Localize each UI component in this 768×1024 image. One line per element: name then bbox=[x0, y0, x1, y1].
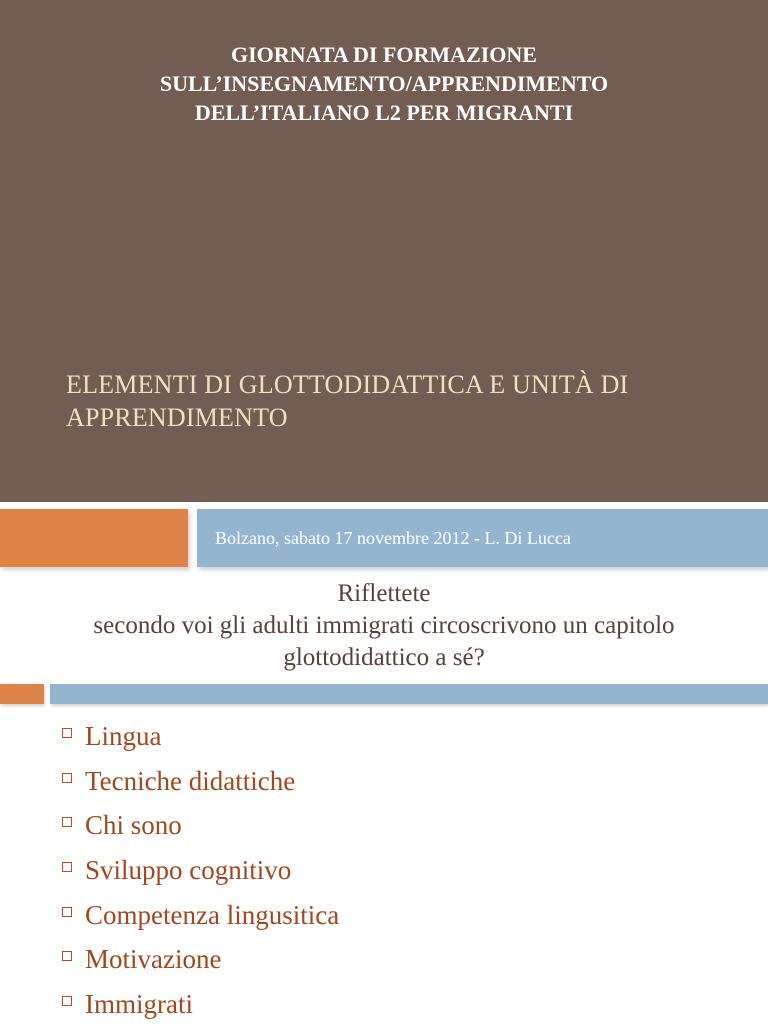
main-title-line: DELL’ITALIANO L2 PER MIGRANTI bbox=[194, 100, 574, 125]
list-item bbox=[62, 984, 339, 1024]
list-item bbox=[62, 805, 339, 850]
square-bullet-icon bbox=[62, 996, 72, 1006]
footer-bar bbox=[197, 509, 768, 567]
main-title bbox=[40, 40, 728, 127]
slide-subtitle: ELEMENTI DI GLOTTODIDATTICA E UNITÀ DI APPRENDIMENTO bbox=[66, 370, 629, 432]
main-title-line: GIORNATA DI FORMAZIONE bbox=[231, 42, 537, 67]
square-bullet-icon bbox=[62, 817, 72, 827]
slide2-header-line: secondo voi gli adulti immigrati circoscrivono un capitolo bbox=[93, 612, 675, 639]
slide2-header bbox=[0, 578, 768, 674]
footer-text: Bolzano, sabato 17 novembre 2012 - L. Di Lucca bbox=[215, 528, 571, 548]
square-bullet-icon bbox=[62, 773, 72, 783]
title-slide-background bbox=[0, 0, 768, 502]
orange-accent-bar bbox=[0, 509, 188, 567]
list-item bbox=[62, 939, 339, 984]
list-item-label: Sviluppo cognitivo bbox=[85, 855, 292, 886]
list-item-label: Motivazione bbox=[85, 944, 222, 975]
square-bullet-icon bbox=[62, 728, 72, 738]
list-item-label: Competenza lingusitica bbox=[85, 899, 340, 930]
list-item bbox=[62, 761, 339, 806]
bullet-list bbox=[62, 716, 339, 1024]
square-bullet-icon bbox=[62, 862, 72, 872]
list-item-label: Lingua bbox=[85, 721, 162, 751]
blue-accent-bar bbox=[50, 684, 768, 704]
orange-accent-bar bbox=[0, 684, 44, 704]
list-item bbox=[62, 895, 339, 940]
slide2-header-line: glottodidattico a sé? bbox=[283, 644, 485, 671]
square-bullet-icon bbox=[62, 951, 72, 961]
list-item bbox=[62, 716, 339, 761]
main-title-line: SULL’INSEGNAMENTO/APPRENDIMENTO bbox=[159, 71, 609, 96]
list-item-label: Immigrati bbox=[85, 989, 193, 1020]
square-bullet-icon bbox=[62, 907, 72, 917]
list-item bbox=[62, 850, 339, 895]
slide2-header-line: Riflettete bbox=[337, 580, 431, 607]
list-item-label: Tecniche didattiche bbox=[85, 765, 296, 796]
list-item-label: Chi sono bbox=[85, 810, 182, 841]
